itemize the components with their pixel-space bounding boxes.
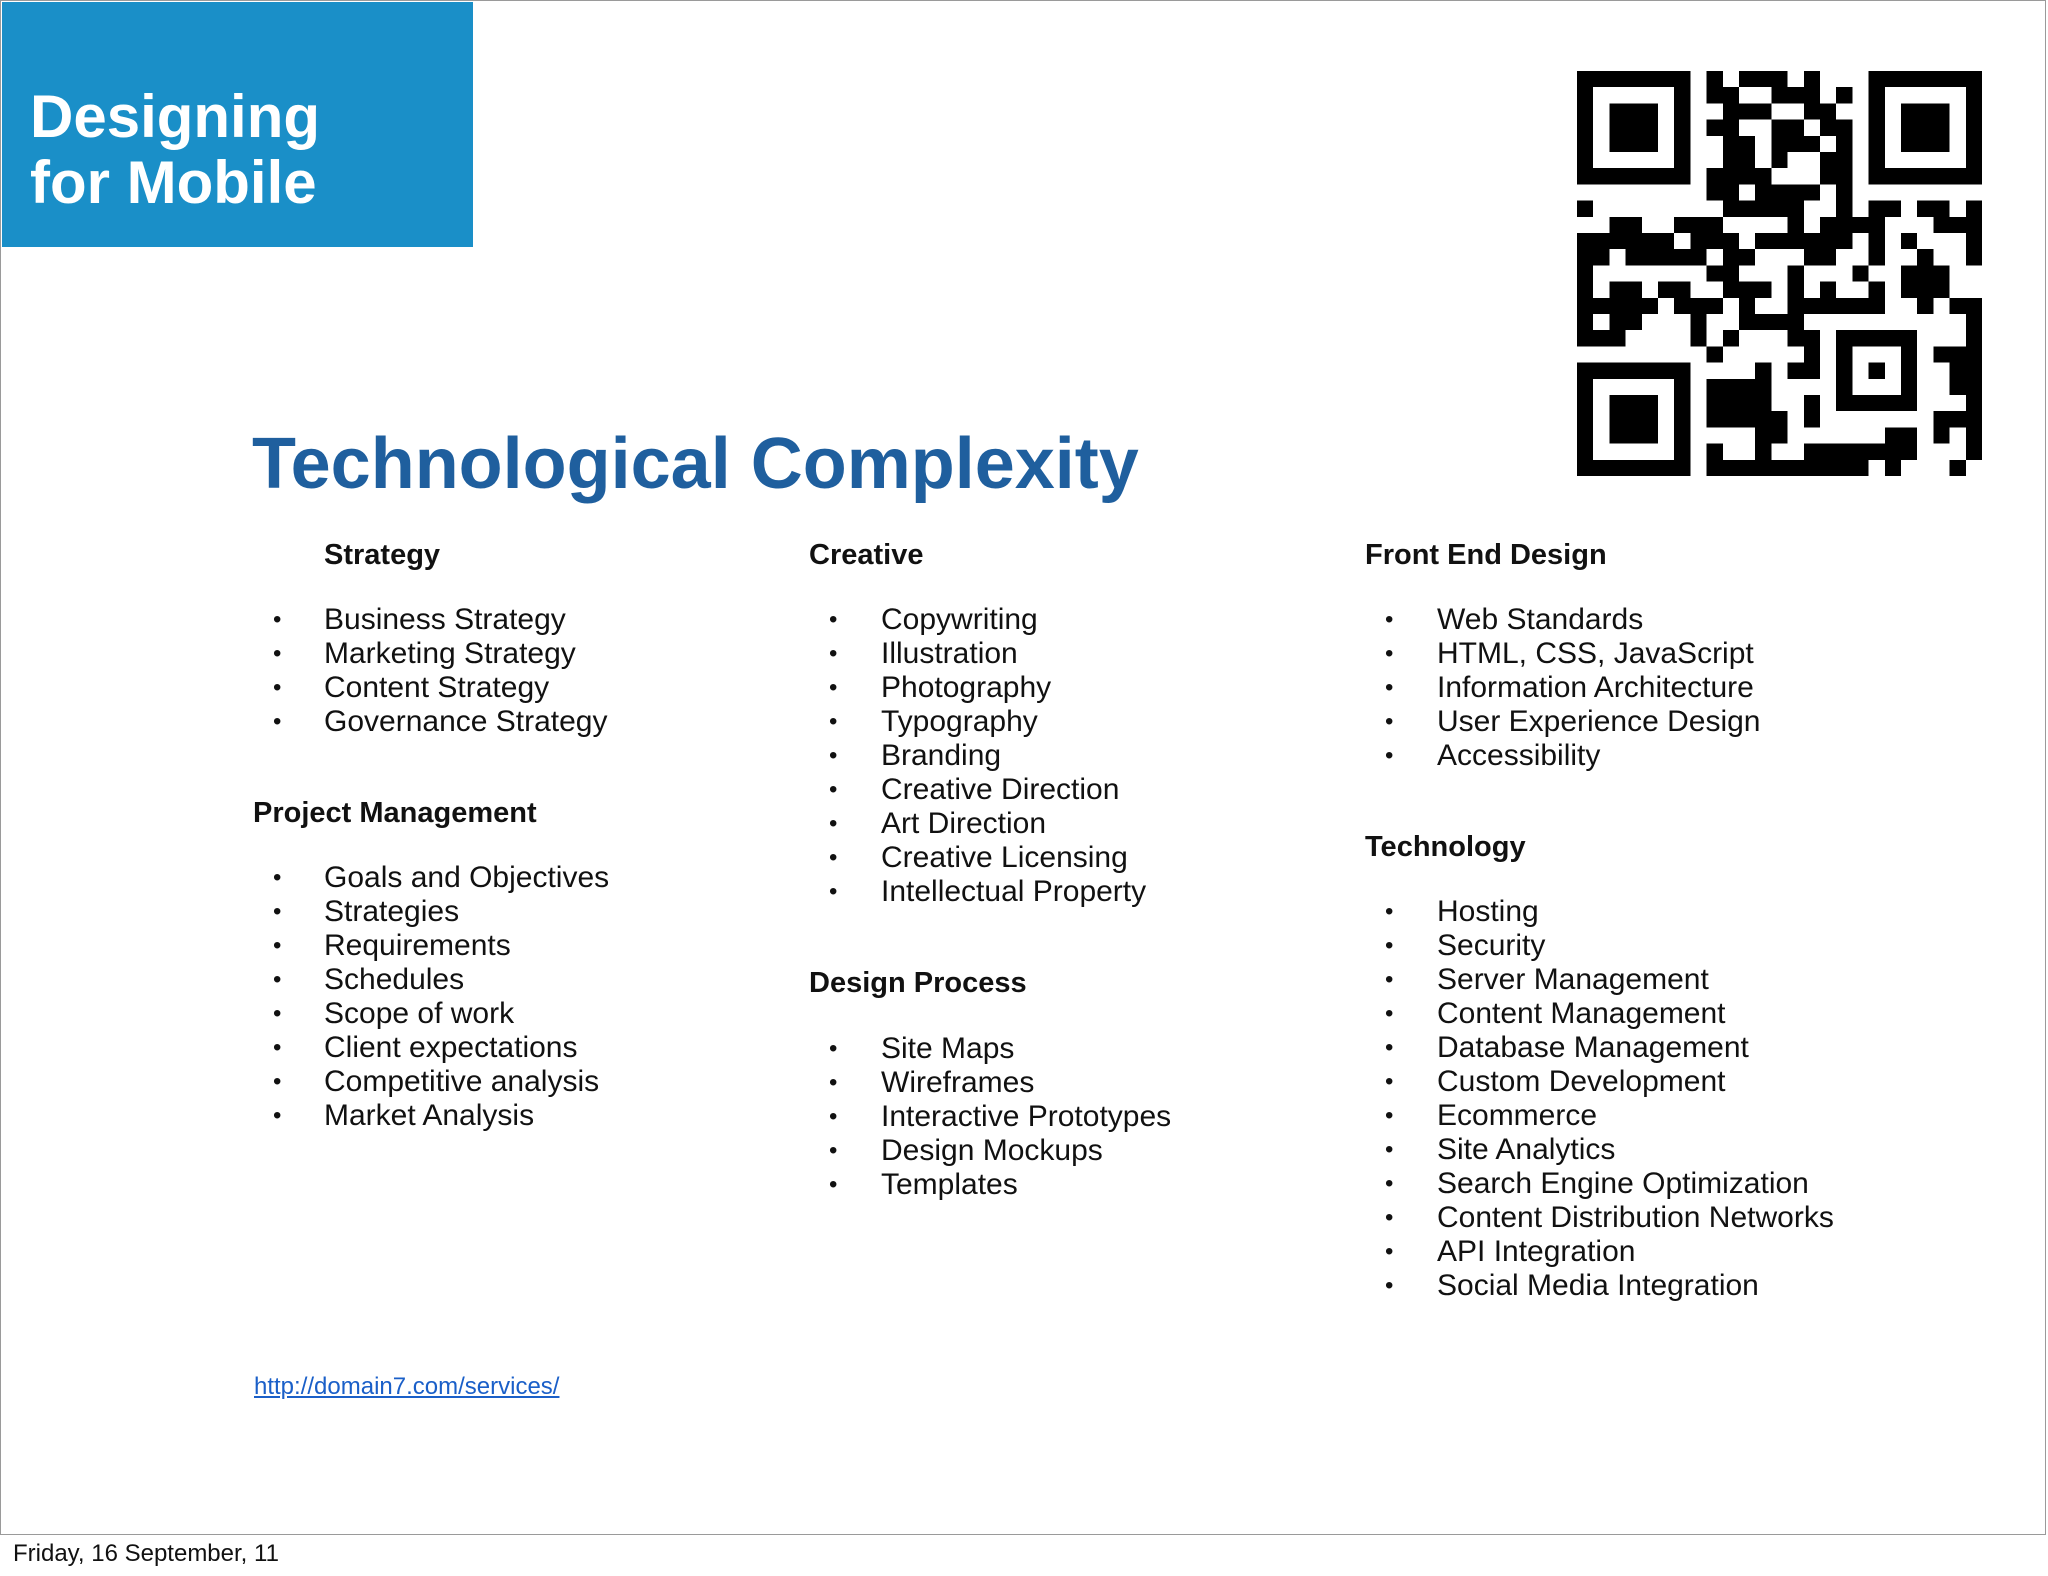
list-item-label: Site Maps [881,1032,1015,1065]
bullet-icon: • [273,708,282,735]
list-item-label: Social Media Integration [1437,1269,1759,1302]
bullet-icon: • [273,640,282,667]
list-item-label: Scope of work [324,997,515,1030]
bullet-icon: • [829,708,838,735]
bullet-icon: • [1385,898,1394,925]
list-item-label: Typography [881,705,1038,738]
bullet-icon: • [1385,966,1394,993]
bullet-icon: • [829,742,838,769]
list-item-label: Content Management [1437,997,1726,1030]
list-item-label: Illustration [881,637,1018,670]
bullet-icon: • [273,932,282,959]
bullet-icon: • [829,1137,838,1164]
bullet-icon: • [273,1102,282,1129]
bullet-icon: • [1385,742,1394,769]
bullet-icon: • [829,606,838,633]
list-item-label: Content Strategy [324,671,550,704]
list-item-label: Marketing Strategy [324,637,576,670]
bullet-icon: • [829,810,838,837]
list-item-label: Interactive Prototypes [881,1100,1172,1133]
list-item-label: Creative Licensing [881,841,1128,874]
bullet-icon: • [1385,1238,1394,1265]
list-item-label: Information Architecture [1437,671,1754,704]
bullet-icon: • [1385,640,1394,667]
list-item-label: Governance Strategy [324,705,608,738]
list-item-label: Search Engine Optimization [1437,1167,1809,1200]
bullet-icon: • [829,674,838,701]
bullet-icon: • [1385,1000,1394,1027]
bullet-icon: • [829,878,838,905]
bullet-icon: • [1385,606,1394,633]
bullet-icon: • [829,1035,838,1062]
bullet-icon: • [273,674,282,701]
list-item-label: Client expectations [324,1031,578,1064]
list-item-label: Creative Direction [881,773,1120,806]
deck-title-badge [2,2,473,247]
list-item-label: Market Analysis [324,1099,535,1132]
bullet-icon: • [273,1068,282,1095]
bullet-icon: • [1385,674,1394,701]
bullet-icon: • [829,1103,838,1130]
list-item-label: User Experience Design [1437,705,1761,738]
services-link[interactable]: http://domain7.com/services/ [254,1373,560,1400]
list-item-label: Hosting [1437,895,1539,928]
list-item-label: Competitive analysis [324,1065,600,1098]
deck-title-line-1: Designing [30,83,321,150]
bullet-icon: • [1385,1136,1394,1163]
bullet-icon: • [829,1069,838,1096]
list-item-label: Design Mockups [881,1134,1103,1167]
bullet-icon: • [273,606,282,633]
bullet-icon: • [1385,1272,1394,1299]
list-item-label: Templates [881,1168,1018,1201]
bullet-icon: • [829,844,838,871]
bullet-icon: • [1385,708,1394,735]
bullet-icon: • [273,966,282,993]
bullet-icon: • [1385,1034,1394,1061]
list-item-label: Ecommerce [1437,1099,1598,1132]
list-item-label: Intellectual Property [881,875,1147,908]
list-item-label: Wireframes [881,1066,1035,1099]
list-item-label: Copywriting [881,603,1038,636]
bullet-icon: • [273,1000,282,1027]
bullet-icon: • [1385,1068,1394,1095]
list-item-label: Goals and Objectives [324,861,610,894]
section-heading: Project Management [253,797,537,829]
section-heading: Technology [1365,831,1526,863]
bullet-icon: • [1385,1170,1394,1197]
bullet-icon: • [1385,932,1394,959]
list-item-label: Branding [881,739,1002,772]
bullet-icon: • [1385,1102,1394,1129]
section-heading: Creative [809,539,924,571]
list-item-label: Requirements [324,929,511,962]
list-item-label: Schedules [324,963,465,996]
section-heading: Front End Design [1365,539,1607,571]
list-item-label: HTML, CSS, JavaScript [1437,637,1754,670]
footer-date: Friday, 16 September, 11 [13,1540,279,1567]
list-item-label: Photography [881,671,1052,704]
bullet-icon: • [1385,1204,1394,1231]
list-item-label: Security [1437,929,1546,962]
bullet-icon: • [829,1171,838,1198]
deck-title-line-2: for Mobile [30,149,317,216]
section-heading: Strategy [324,539,441,571]
list-item-label: Accessibility [1437,739,1601,772]
list-item-label: Server Management [1437,963,1709,996]
list-item-label: Strategies [324,895,460,928]
list-item-label: API Integration [1437,1235,1636,1268]
list-item-label: Content Distribution Networks [1437,1201,1834,1234]
list-item-label: Business Strategy [324,603,566,636]
bullet-icon: • [273,898,282,925]
bullet-icon: • [829,776,838,803]
bullet-icon: • [273,1034,282,1061]
bullet-icon: • [273,864,282,891]
qr-code-icon [1577,71,1982,476]
slide-title: Technological Complexity [252,424,1139,504]
list-item-label: Web Standards [1437,603,1644,636]
bullet-icon: • [829,640,838,667]
list-item-label: Database Management [1437,1031,1749,1064]
list-item-label: Site Analytics [1437,1133,1616,1166]
list-item-label: Art Direction [881,807,1047,840]
section-heading: Design Process [809,967,1027,999]
list-item-label: Custom Development [1437,1065,1726,1098]
